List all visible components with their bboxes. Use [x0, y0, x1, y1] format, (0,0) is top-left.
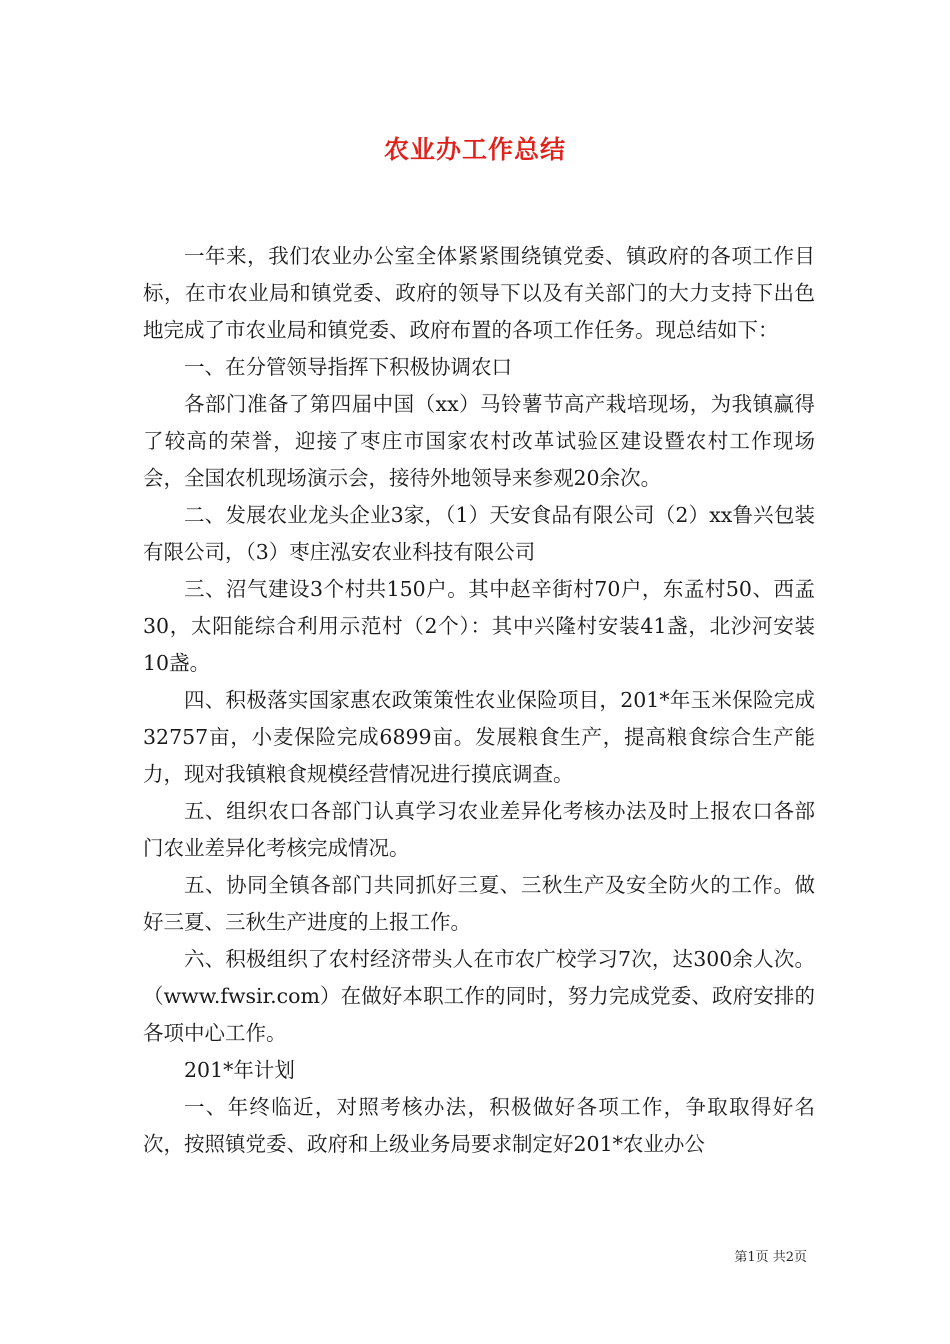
paragraph-section-4: 四、积极落实国家惠农政策策性农业保险项目，201*年玉米保险完成32757亩，小麦保险完成6899亩。发展粮食生产，提高粮食综合生产能力，现对我镇粮食规模经营情况进行摸底调查。 — [143, 688, 815, 786]
paragraph-plan-heading: 201*年计划 — [184, 1058, 295, 1082]
paragraph-plan-1: 一、年终临近，对照考核办法，积极做好各项工作，争取取得好名次，按照镇党委、政府和上级业务局要求制定好201*农业办公 — [143, 1095, 815, 1156]
paragraph-intro: 一年来，我们农业办公室全体紧紧围绕镇党委、镇政府的各项工作目标，在市农业局和镇党委、政府的领导下以及有关部门的大力支持下出色地完成了市农业局和镇党委、政府布置的各项工作任务。现总结如下： — [143, 244, 815, 342]
paragraph-section-3: 三、沼气建设3个村共150户。其中赵辛街村70户，东孟村50、西孟30，太阳能综合利用示范村（2个）：其中兴隆村安装41盏，北沙河安装10盏。 — [143, 577, 815, 675]
paragraph-section-1-body: 各部门准备了第四届中国（xx）马铃薯节高产栽培现场，为我镇赢得了较高的荣誉，迎接了枣庄市国家农村改革试验区建设暨农村工作现场会，全国农机现场演示会，接待外地领导来参观20余次。 — [143, 392, 815, 490]
document-title: 农业办工作总结 — [383, 135, 566, 164]
paragraph-section-6: 六、积极组织了农村经济带头人在市农广校学习7次，达300余人次。（www.fwsir.com）在做好本职工作的同时，努力完成党委、政府安排的各项中心工作。 — [143, 947, 815, 1045]
paragraph-section-1-heading: 一、在分管领导指挥下积极协调农口 — [184, 355, 512, 379]
document-body — [143, 238, 815, 1163]
paragraph-section-2: 二、发展农业龙头企业3家，（1）天安食品有限公司（2）xx鲁兴包装有限公司，（3）枣庄泓安农业科技有限公司 — [143, 503, 815, 564]
paragraph-section-5b: 五、协同全镇各部门共同抓好三夏、三秋生产及安全防火的工作。做好三夏、三秋生产进度的上报工作。 — [143, 873, 815, 934]
page-number: 第1页 共2页 — [734, 1250, 807, 1265]
paragraph-section-5a: 五、组织农口各部门认真学习农业差异化考核办法及时上报农口各部门农业差异化考核完成情况。 — [143, 799, 815, 860]
